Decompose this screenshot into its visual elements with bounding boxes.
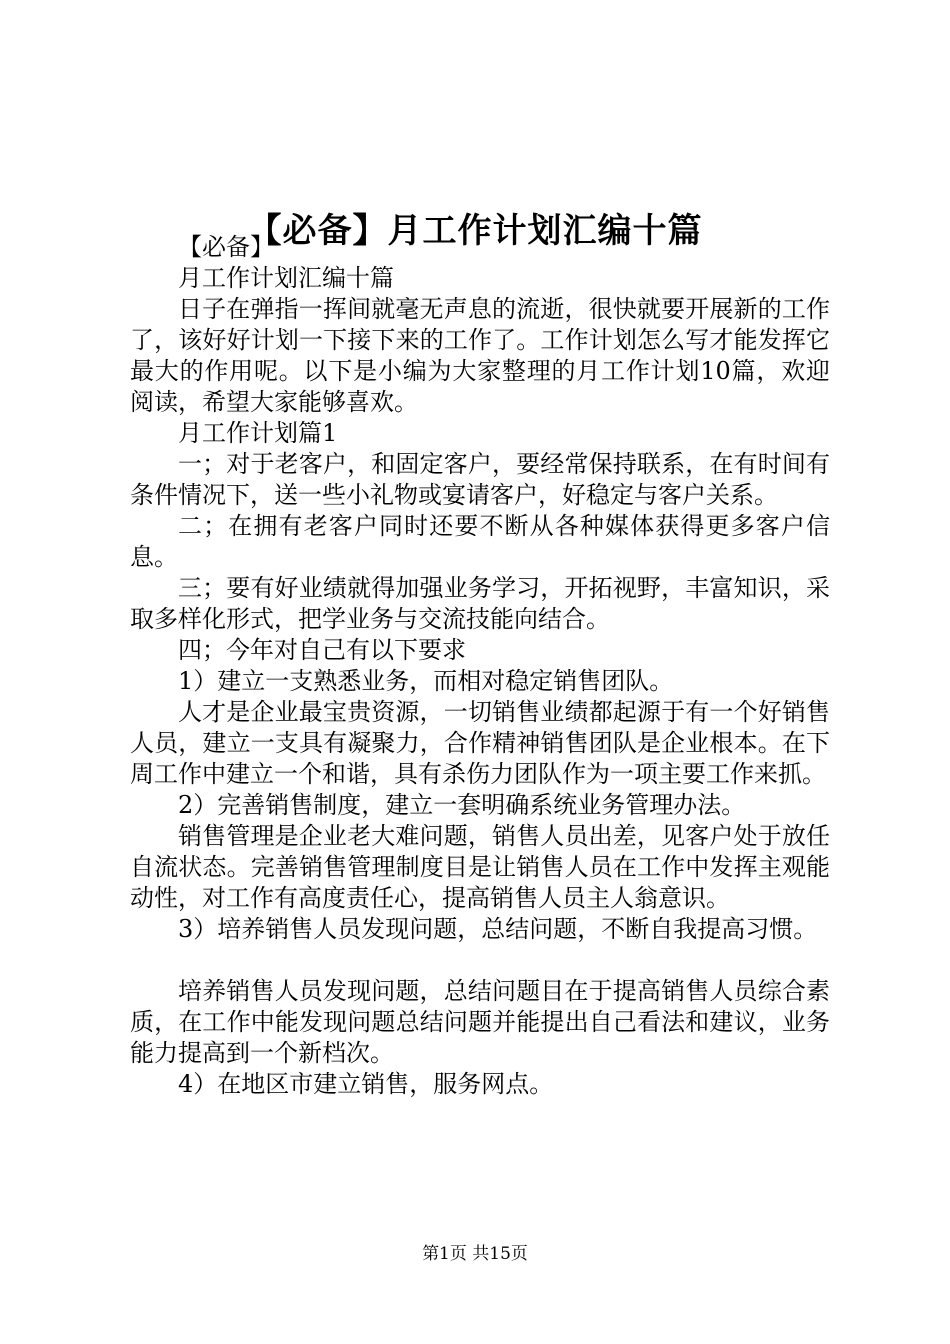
page-number-footer: 第1页 共15页 bbox=[422, 1244, 528, 1264]
paragraph-sub-2-body: 销售管理是企业老大难问题，销售人员出差，见客户处于放任自流状态。完善销售管理制度目是让销售人员在工作中发挥主观能动性，对工作有高度责任心，提高销售人员主人翁意识。 bbox=[130, 822, 830, 912]
paragraph-tag: 【必备】 bbox=[178, 233, 274, 261]
paragraph-sub-1-body: 人才是企业最宝贵资源，一切销售业绩都起源于有一个好销售人员，建立一支具有凝聚力，合作精神销售团队是企业根本。在下周工作中建立一个和谐，具有杀伤力团队作为一项主要工作来抓。 bbox=[130, 698, 830, 788]
paragraph-intro: 日子在弹指一挥间就毫无声息的流逝，很快就要开展新的工作了，该好好计划一下接下来的工作了。工作计划怎么写才能发挥它最大的作用呢。以下是小编为大家整理的月工作计划10篇，欢迎阅读，希望大家能够喜欢。 bbox=[130, 295, 830, 416]
paragraph-item-4: 四；今年对自己有以下要求 bbox=[178, 636, 466, 664]
paragraph-item-3: 三；要有好业绩就得加强业务学习，开拓视野，丰富知识，采取多样化形式，把学业务与交流技能向结合。 bbox=[130, 574, 830, 633]
paragraph-subtitle: 月工作计划汇编十篇 bbox=[178, 264, 394, 292]
paragraph-item-2: 二；在拥有老客户同时还要不断从各种媒体获得更多客户信息。 bbox=[130, 512, 830, 571]
paragraph-item-1: 一；对于老客户，和固定客户，要经常保持联系，在有时间有条件情况下，送一些小礼物或宴请客户，好稳定与客户关系。 bbox=[130, 450, 830, 509]
paragraph-sub-3-body: 培养销售人员发现问题，总结问题目在于提高销售人员综合素质，在工作中能发现问题总结问题并能提出自己看法和建议，业务能力提高到一个新档次。 bbox=[130, 977, 830, 1067]
paragraph-section-heading: 月工作计划篇1 bbox=[178, 419, 338, 447]
document-body bbox=[130, 232, 830, 1100]
document-title: 【必备】月工作计划汇编十篇 bbox=[247, 210, 703, 251]
paragraph-sub-1-heading: 1）建立一支熟悉业务，而相对稳定销售团队。 bbox=[178, 667, 674, 695]
paragraph-sub-4-heading: 4）在地区市建立销售，服务网点。 bbox=[178, 1070, 554, 1098]
paragraph-sub-3-heading: 3）培养销售人员发现问题，总结问题，不断自我提高习惯。 bbox=[178, 915, 818, 943]
paragraph-sub-2-heading: 2）完善销售制度，建立一套明确系统业务管理办法。 bbox=[178, 791, 746, 819]
